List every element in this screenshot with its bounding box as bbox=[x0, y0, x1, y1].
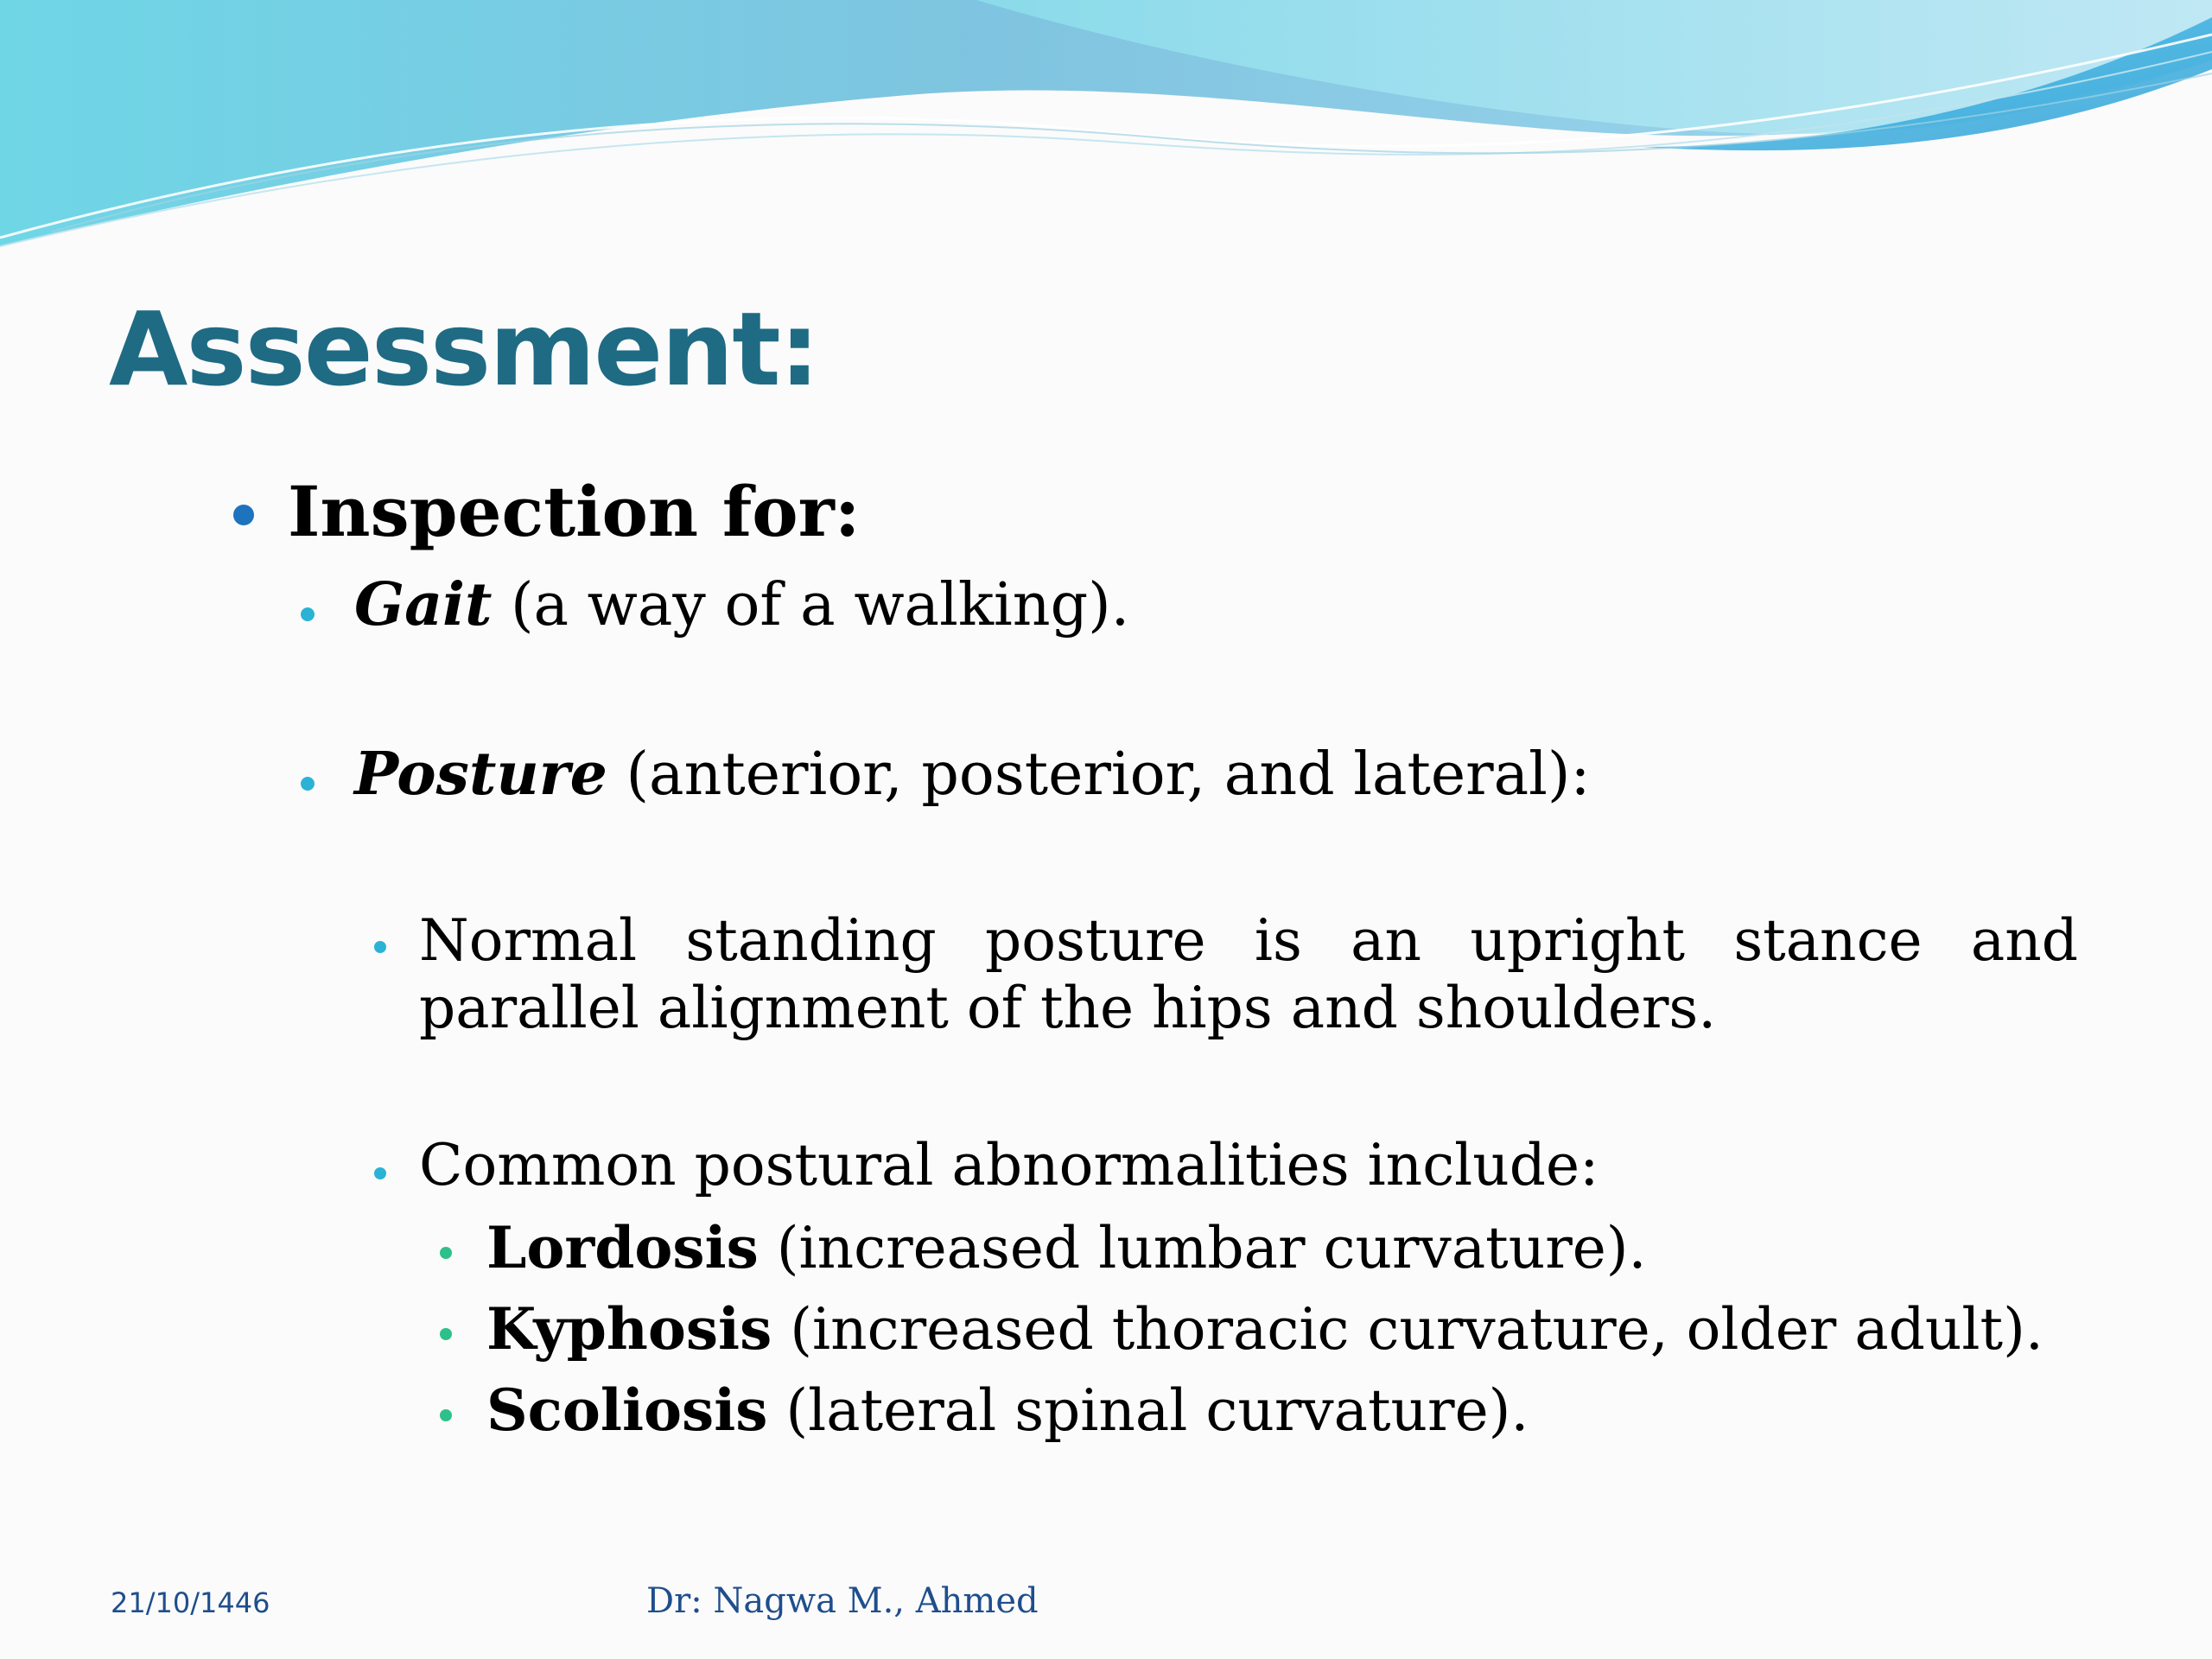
term-scoliosis: Scoliosis bbox=[486, 1376, 768, 1444]
lordosis-description: (increased lumbar curvature). bbox=[758, 1215, 1647, 1281]
bullet-dot-kyphosis bbox=[440, 1328, 452, 1340]
bullet-dot-scoliosis bbox=[440, 1409, 452, 1421]
bullet-lordosis bbox=[486, 1214, 1647, 1281]
term-gait: Gait bbox=[354, 570, 493, 639]
common-abnormalities-text: Common postural abnormalities include: bbox=[419, 1132, 1599, 1198]
bullet-inspection bbox=[288, 471, 860, 552]
scoliosis-description: (lateral spinal curvature). bbox=[767, 1377, 1529, 1444]
bullet-scoliosis bbox=[486, 1376, 1529, 1444]
bullet-gait bbox=[354, 570, 1129, 639]
bullet-dot-common-abnormalities bbox=[374, 1167, 386, 1179]
bullet-dot-posture bbox=[301, 777, 315, 791]
wave-banner bbox=[0, 0, 2212, 276]
footer-author: Dr: Nagwa M., Ahmed bbox=[646, 1581, 1039, 1621]
bullet-posture bbox=[354, 740, 1590, 809]
gait-description: (a way of a walking). bbox=[492, 571, 1130, 639]
bullet-kyphosis bbox=[486, 1295, 2044, 1363]
term-kyphosis: Kyphosis bbox=[486, 1295, 772, 1363]
bullet-dot-gait bbox=[301, 607, 315, 621]
bullet-dot-level1 bbox=[233, 505, 254, 525]
bullet-normal-posture: Normal standing posture is an upright stance and parallel alignment of the hips and shoulders. bbox=[419, 907, 2078, 1041]
term-posture: Posture bbox=[354, 740, 607, 809]
bullet-dot-normal-posture bbox=[374, 941, 386, 953]
posture-description: (anterior, posterior, and lateral): bbox=[607, 741, 1591, 809]
footer-date: 21/10/1446 bbox=[111, 1586, 270, 1619]
slide-title: Assessment: bbox=[109, 289, 818, 409]
bullet-dot-lordosis bbox=[440, 1247, 452, 1259]
term-lordosis: Lordosis bbox=[486, 1214, 759, 1281]
kyphosis-description: (increased thoracic curvature, older adult). bbox=[772, 1296, 2044, 1363]
bullet-common-abnormalities bbox=[419, 1132, 1599, 1198]
bullet-inspection-text: Inspection for: bbox=[288, 471, 861, 552]
